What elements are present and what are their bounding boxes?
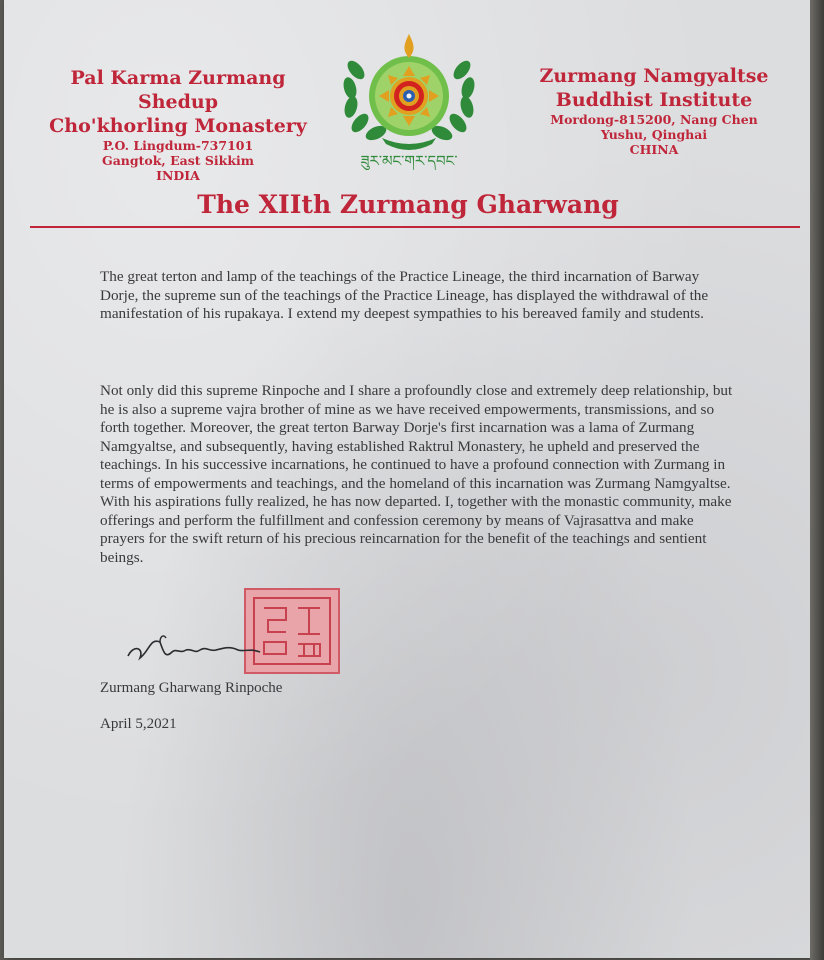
letter-paragraph-1: The great terton and lamp of the teachings of the Practice Lineage, the third incarnation of Barway Dorje, the supreme sun of the teachings of the Practice Lineage, has displayed the withdrawal of the manifestation of his rupakaya. I extend my deepest sympathies to his bereaved family and students. bbox=[100, 268, 709, 322]
background-edge bbox=[810, 0, 824, 960]
letter-date: April 5,2021 bbox=[100, 716, 177, 732]
letterhead-left bbox=[38, 66, 318, 183]
letterhead-right bbox=[526, 64, 782, 157]
signer-name: Zurmang Gharwang Rinpoche bbox=[100, 680, 283, 696]
left-org-line2: Cho'khorling Monastery bbox=[49, 115, 307, 137]
left-org-line1: Pal Karma Zurmang Shedup bbox=[70, 67, 286, 113]
left-address-line1: P.O. Lingdum-737101 bbox=[102, 138, 254, 153]
letter-paper bbox=[4, 0, 812, 958]
right-address-line3: CHINA bbox=[629, 142, 679, 157]
handwritten-signature bbox=[120, 628, 270, 668]
dharma-wheel-laurel-icon bbox=[334, 30, 484, 170]
right-address-line1: Mordong-815200, Nang Chen bbox=[550, 112, 758, 127]
tibetan-script-label: ཟུར་མང་གར་དབང་ bbox=[360, 152, 458, 170]
left-address-line3: INDIA bbox=[156, 168, 200, 183]
right-org-line1: Zurmang Namgyaltse bbox=[539, 65, 769, 87]
right-org-line2: Buddhist Institute bbox=[555, 89, 753, 111]
right-address-line2: Yushu, Qinghai bbox=[600, 127, 708, 142]
left-address-line2: Gangtok, East Sikkim bbox=[102, 153, 254, 168]
header-divider bbox=[30, 226, 800, 228]
letterhead-title: The XIIth Zurmang Gharwang bbox=[197, 190, 619, 219]
letter-paragraph-2: Not only did this supreme Rinpoche and I share a profoundly close and extremely deep relationship, but he is also a supreme vajra brother of mine as we have received empowerments, transmissions, and so forth together. Moreover, the great terton Barway Dorje's first incarnation was a lama of Zurmang Namgyaltse, and subsequently, having established Raktrul Monastery, he upheld and preserved the teachings. In his successive incarnations, he continued to have a profound connection with Zurmang in terms of empowerments and teachings, and the homeland of this incarnation was Zurmang Namgyaltse. With his aspirations fully realized, he has now departed. I, together with the monastic community, make offerings and perform the fulfillment and confession ceremony by means of Vajrasattva and make prayers for the swift return of his precious reincarnation for the benefit of the teachings and sentient beings. bbox=[100, 382, 733, 566]
